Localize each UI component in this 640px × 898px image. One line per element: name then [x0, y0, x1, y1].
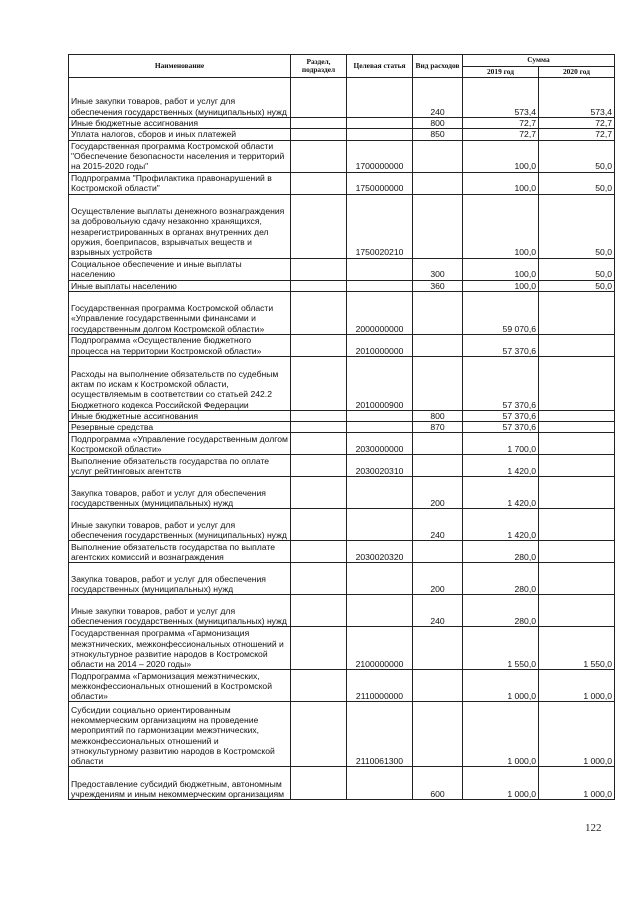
row-sum-2019: 1 550,0 — [463, 627, 539, 670]
row-expense-type: 240 — [413, 509, 463, 541]
row-sum-2020: 50,0 — [539, 140, 615, 172]
row-sum-2020 — [539, 422, 615, 433]
row-sum-2019: 57 370,6 — [463, 356, 539, 410]
row-target: 2010000900 — [347, 356, 413, 410]
table-row — [69, 433, 615, 455]
row-target — [347, 129, 413, 140]
row-target — [347, 78, 413, 118]
row-name: Государственная программа «Гармонизация межэтнических, межконфессиональных отношений и этнокультурное развитие народов в Костромской области на 2014 – 2020 годы» — [69, 627, 291, 670]
row-sum-2019: 1 000,0 — [463, 767, 539, 800]
row-sum-2020 — [539, 291, 615, 334]
row-section — [291, 702, 347, 767]
header-year-2020: 2020 год — [539, 66, 615, 78]
row-expense-type: 300 — [413, 258, 463, 280]
row-sum-2019: 57 370,6 — [463, 422, 539, 433]
row-target: 2110061300 — [347, 702, 413, 767]
row-name: Иные закупки товаров, работ и услуг для обеспечения государственных (муниципальных) нужд — [69, 595, 291, 627]
row-sum-2020 — [539, 563, 615, 595]
row-name: Иные закупки товаров, работ и услуг для обеспечения государственных (муниципальных) нужд — [69, 78, 291, 118]
row-target: 2030000000 — [347, 433, 413, 455]
row-sum-2019: 280,0 — [463, 595, 539, 627]
row-expense-type — [413, 541, 463, 563]
row-section — [291, 140, 347, 172]
row-expense-type — [413, 702, 463, 767]
header-target: Целевая статья — [347, 55, 413, 78]
row-sum-2020: 1 550,0 — [539, 627, 615, 670]
row-target — [347, 258, 413, 280]
row-sum-2019: 59 070,6 — [463, 291, 539, 334]
row-name: Осуществление выплаты денежного вознаграждения за добровольную сдачу незаконно хранящихся, незарегистрированных в органах внутренних дел оружия, боеприпасов, взрывчатых веществ и взрывных устройств — [69, 194, 291, 258]
row-sum-2020: 72,7 — [539, 118, 615, 129]
table-row — [69, 410, 615, 421]
row-expense-type — [413, 433, 463, 455]
row-name: Уплата налогов, сборов и иных платежей — [69, 129, 291, 140]
row-sum-2019: 72,7 — [463, 118, 539, 129]
row-expense-type: 240 — [413, 595, 463, 627]
header-section: Раздел, подраздел — [291, 55, 347, 78]
row-section — [291, 433, 347, 455]
table-row — [69, 78, 615, 118]
row-sum-2019: 1 000,0 — [463, 702, 539, 767]
row-target: 1750000000 — [347, 172, 413, 194]
row-sum-2020: 50,0 — [539, 258, 615, 280]
row-sum-2020 — [539, 477, 615, 509]
row-target: 1750020210 — [347, 194, 413, 258]
row-expense-type: 850 — [413, 129, 463, 140]
row-expense-type: 800 — [413, 410, 463, 421]
row-sum-2019: 1 700,0 — [463, 433, 539, 455]
row-sum-2019: 57 370,6 — [463, 334, 539, 356]
row-expense-type — [413, 334, 463, 356]
table-row — [69, 356, 615, 410]
row-name: Резервные средства — [69, 422, 291, 433]
row-sum-2020 — [539, 356, 615, 410]
table-row — [69, 541, 615, 563]
row-sum-2020: 50,0 — [539, 194, 615, 258]
table-row — [69, 670, 615, 702]
header-expense-type: Вид расходов — [413, 55, 463, 78]
table-row — [69, 172, 615, 194]
row-section — [291, 129, 347, 140]
row-target: 2110000000 — [347, 670, 413, 702]
row-name: Социальное обеспечение и иные выплаты населению — [69, 258, 291, 280]
row-target — [347, 477, 413, 509]
row-section — [291, 291, 347, 334]
row-name: Иные выплаты населению — [69, 280, 291, 291]
row-sum-2019: 280,0 — [463, 541, 539, 563]
table-row — [69, 455, 615, 477]
row-sum-2019: 100,0 — [463, 280, 539, 291]
row-section — [291, 595, 347, 627]
row-target — [347, 595, 413, 627]
row-sum-2020: 1 000,0 — [539, 670, 615, 702]
row-section — [291, 172, 347, 194]
row-sum-2020 — [539, 433, 615, 455]
row-expense-type — [413, 670, 463, 702]
row-name: Выполнение обязательств государства по оплате услуг рейтинговых агентств — [69, 455, 291, 477]
row-target — [347, 118, 413, 129]
row-target: 2010000000 — [347, 334, 413, 356]
row-target — [347, 767, 413, 800]
row-sum-2020 — [539, 595, 615, 627]
row-name: Закупка товаров, работ и услуг для обеспечения государственных (муниципальных) нужд — [69, 477, 291, 509]
row-section — [291, 477, 347, 509]
row-sum-2020: 50,0 — [539, 280, 615, 291]
row-expense-type: 600 — [413, 767, 463, 800]
row-section — [291, 767, 347, 800]
row-expense-type: 200 — [413, 477, 463, 509]
row-target: 2100000000 — [347, 627, 413, 670]
row-section — [291, 356, 347, 410]
row-name: Подпрограмма «Управление государственным долгом Костромской области» — [69, 433, 291, 455]
row-sum-2020: 1 000,0 — [539, 767, 615, 800]
row-sum-2019: 1 420,0 — [463, 477, 539, 509]
row-section — [291, 118, 347, 129]
row-sum-2020: 573,4 — [539, 78, 615, 118]
row-target — [347, 280, 413, 291]
page-number: 122 — [585, 822, 602, 834]
table-row — [69, 129, 615, 140]
row-expense-type — [413, 291, 463, 334]
header-sum: Сумма — [463, 55, 615, 67]
row-name: Закупка товаров, работ и услуг для обеспечения государственных (муниципальных) нужд — [69, 563, 291, 595]
row-sum-2019: 100,0 — [463, 258, 539, 280]
row-name: Государственная программа Костромской области "Обеспечение безопасности населения и территорий на 2015-2020 годы" — [69, 140, 291, 172]
row-target: 2000000000 — [347, 291, 413, 334]
table-row — [69, 509, 615, 541]
row-target — [347, 422, 413, 433]
table-row — [69, 258, 615, 280]
row-sum-2019: 100,0 — [463, 172, 539, 194]
row-expense-type: 200 — [413, 563, 463, 595]
table-row — [69, 291, 615, 334]
row-sum-2020: 50,0 — [539, 172, 615, 194]
table-row — [69, 477, 615, 509]
row-sum-2019: 100,0 — [463, 194, 539, 258]
row-expense-type — [413, 627, 463, 670]
row-target: 2030020310 — [347, 455, 413, 477]
row-section — [291, 563, 347, 595]
row-name: Расходы на выполнение обязательств по судебным актам по искам к Костромской области, осуществляемым в соответствии со статьей 242.2 Бюджетного кодекса Российской Федерации — [69, 356, 291, 410]
row-section — [291, 627, 347, 670]
row-section — [291, 258, 347, 280]
row-name: Подпрограмма «Гармонизация межэтнических, межконфессиональных отношений в Костромской области» — [69, 670, 291, 702]
row-target — [347, 410, 413, 421]
row-name: Государственная программа Костромской области «Управление государственными финансами и государственным долгом Костромской области» — [69, 291, 291, 334]
row-expense-type: 360 — [413, 280, 463, 291]
row-section — [291, 541, 347, 563]
row-sum-2020: 1 000,0 — [539, 702, 615, 767]
table-row — [69, 595, 615, 627]
row-sum-2020: 72,7 — [539, 129, 615, 140]
row-target — [347, 563, 413, 595]
row-section — [291, 455, 347, 477]
header-name: Наименование — [69, 55, 291, 78]
row-name: Иные закупки товаров, работ и услуг для обеспечения государственных (муниципальных) нужд — [69, 509, 291, 541]
row-expense-type — [413, 194, 463, 258]
row-sum-2019: 1 000,0 — [463, 670, 539, 702]
table-row — [69, 140, 615, 172]
table-row — [69, 422, 615, 433]
header-year-2019: 2019 год — [463, 66, 539, 78]
table-row — [69, 702, 615, 767]
row-sum-2020 — [539, 410, 615, 421]
row-name: Иные бюджетные ассигнования — [69, 410, 291, 421]
table-row — [69, 334, 615, 356]
row-sum-2020 — [539, 455, 615, 477]
row-sum-2019: 1 420,0 — [463, 509, 539, 541]
budget-table — [68, 54, 615, 800]
row-name: Подпрограмма "Профилактика правонарушений в Костромской области" — [69, 172, 291, 194]
row-section — [291, 194, 347, 258]
table-row — [69, 194, 615, 258]
row-sum-2020 — [539, 334, 615, 356]
row-sum-2019: 573,4 — [463, 78, 539, 118]
row-expense-type: 800 — [413, 118, 463, 129]
row-section — [291, 78, 347, 118]
row-expense-type — [413, 172, 463, 194]
row-target: 2030020320 — [347, 541, 413, 563]
row-name: Подпрограмма «Осуществление бюджетного процесса на территории Костромской области» — [69, 334, 291, 356]
table-row — [69, 280, 615, 291]
row-section — [291, 509, 347, 541]
table-body — [69, 78, 615, 800]
row-sum-2019: 280,0 — [463, 563, 539, 595]
row-expense-type — [413, 140, 463, 172]
row-section — [291, 670, 347, 702]
row-sum-2020 — [539, 509, 615, 541]
row-sum-2019: 1 420,0 — [463, 455, 539, 477]
table-row — [69, 767, 615, 800]
row-expense-type: 240 — [413, 78, 463, 118]
row-sum-2019: 72,7 — [463, 129, 539, 140]
row-section — [291, 422, 347, 433]
row-section — [291, 280, 347, 291]
table-header — [69, 55, 615, 78]
row-sum-2019: 57 370,6 — [463, 410, 539, 421]
row-target — [347, 509, 413, 541]
row-sum-2020 — [539, 541, 615, 563]
row-name: Выполнение обязательств государства по выплате агентских комиссий и вознаграждения — [69, 541, 291, 563]
row-sum-2019: 100,0 — [463, 140, 539, 172]
row-section — [291, 410, 347, 421]
row-expense-type — [413, 356, 463, 410]
row-name: Предоставление субсидий бюджетным, автономным учреждениям и иным некоммерческим организациям — [69, 767, 291, 800]
row-target: 1700000000 — [347, 140, 413, 172]
row-expense-type — [413, 455, 463, 477]
row-name: Субсидии социально ориентированным некоммерческим организациям на проведение мероприятий по гармонизации межэтнических, межконфессиональных отношений и этнокультурному развитию народов в Костромской области — [69, 702, 291, 767]
table-row — [69, 563, 615, 595]
table-row — [69, 118, 615, 129]
row-section — [291, 334, 347, 356]
row-expense-type: 870 — [413, 422, 463, 433]
row-name: Иные бюджетные ассигнования — [69, 118, 291, 129]
table-row — [69, 627, 615, 670]
